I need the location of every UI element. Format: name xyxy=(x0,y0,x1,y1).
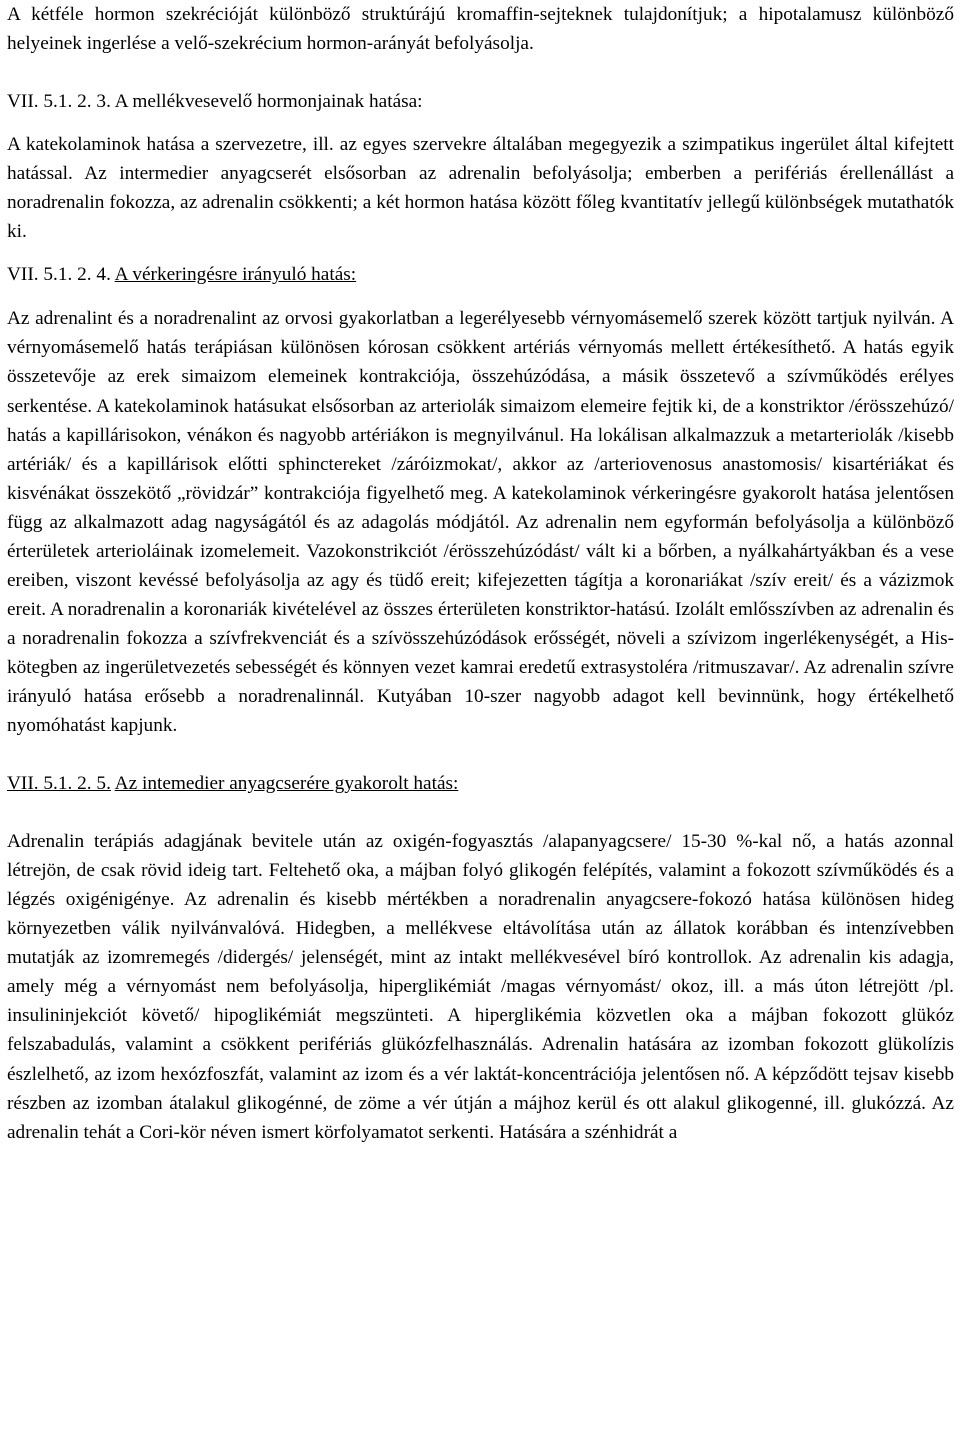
section-number: VII. 5.1. 2. 4. xyxy=(7,264,111,286)
section-title: A vérkeringésre irányuló hatás: xyxy=(114,264,357,286)
section-body-3: A katekolaminok hatása a szervezetre, ill. az egyes szervekre általában megegyezik a szimpatikus ingerület által kifejtett hatással. Az intermedier anyagcserét elsősorban az adrenalin befolyásolja; emberben a perifériás érellenállást a noradrenalin fokozza, az adrenalin csökkenti; a két hormon hatása között főleg kvantitatív jellegű különbségek mutathatók ki. xyxy=(7,134,954,243)
section-title: A mellékvesevelő hormonjainak hatása: xyxy=(114,91,423,113)
intro-paragraph: A kétféle hormon szekrécióját különböző struktúrájú kromaffin-sejteknek tulajdonítjuk; a hipotalamusz különböző helyeinek ingerlése a velő-szekrécium hormon-arányát befolyásolja. xyxy=(7,4,954,55)
section-title: Az intemedier anyagcserére gyakorolt hatás: xyxy=(114,773,459,795)
document-page xyxy=(7,0,954,1147)
section-body-5: Adrenalin terápiás adagjának bevitele után az oxigén-fogyasztás /alapanyagcsere/ 15-30 %-kal nő, a hatás azonnal létrejön, de csak rövid ideig tart. Feltehető oka, a májban folyó glikogén felépítés, valamint a fokozott szívműködés és a légzés oxigénigénye. Az adrenalin és kisebb mértékben a noradrenalin anyagcsere-fokozó hatása különösen hideg környezetben válik nyilvánvalóvá. Hidegben, a mellékvese eltávolítása után az állatok korábban és intenzívebben mutatják az izomremegés /didergés/ jelenségét, mint az intakt mellékvesével bíró kontrollok. Az adrenalin kis adagja, amely még a vérnyomást nem befolyásolja, hiperglikémiát /magas vérnyomást/ okoz, ill. a más úton létrejött /pl. insulininjekciót követő/ hipoglikémiát megszünteti. A hiperglikémia közvetlen oka a májban fokozott glükóz felszabadulás, valamint a csökkent perifériás glükózfelhasználás. Adrenalin hatására az izomban fokozott glükolízis észlelhető, az izom hexózfoszfát, valamint az izom és a vér laktát-koncentrációja jelentősen nő. A képződött tejsav kisebb részben az izomban átalakul glikogénné, de zöme a vér útján a májhoz kerül és ott alakul glikogenné, ill. glukózzá. Az adrenalin tehát a Cori-kör néven ismert körfolyamatot serkenti. Hatására a szénhidrát a xyxy=(7,831,954,1143)
section-body-4: Az adrenalint és a noradrenalint az orvosi gyakorlatban a legerélyesebb vérnyomásemelő szerek között tartjuk nyilván. A vérnyomásemelő hatás terápiásan különösen kórosan csökkent artériás vérnyomás mellett értékesíthető. A hatás egyik összetevője az erek simaizom elemeinek kontrakciója, összehúzódása, a másik összetevő a szívműködés erélyes serkentése. A katekolaminok hatásukat elsősorban az arteriolák simaizom elemeire fejtik ki, de a konstriktor /érösszehúzó/ hatás a kapillárisokon, vénákon és nagyobb artériákon is megnyilvánul. Ha lokálisan alkalmazzuk a metarteriolák /kisebb artériák/ és a kapillárisok előtti sphinctereket /záróizmokat/, akkor az /arteriovenosus anastomosis/ kisartériákat és kisvénákat összekötő „rövidzár” kontrakciója figyelhető meg. A katekolaminok vérkeringésre gyakorolt hatása jelentősen függ az alkalmazott adag nagyságától és az adagolás módjától. Az adrenalin nem egyformán befolyásolja a különböző érterületek arterioláinak izomelemeit. Vazokonstrikciót /érösszehúzódást/ vált ki a bőrben, a nyálkahártyákban és a vese ereiben, viszont kevéssé befolyásolja az agy és tüdő ereit; kifejezetten tágítja a koronariákat /szív ereit/ és a vázizmok ereit. A noradrenalin a koronariák kivételével az összes érterületen konstriktor-hatású. Izolált emlősszívben az adrenalin és a noradrenalin fokozza a szívfrekvenciát és a szívösszehúzódások erősségét, növeli a szívizom ingerlékenységét, a His-kötegben az ingerületvezetés sebességét és könnyen vezet kamrai eredetű extrasystoléra /ritmuszavar/. Az adrenalin szívre irányuló hatása erősebb a noradrenalinnál. Kutyában 10-szer nagyobb adagot kell bevinnünk, hogy értékelhető nyomóhatást kapjunk. xyxy=(7,308,954,737)
section-heading-5 xyxy=(7,769,954,798)
section-heading-4 xyxy=(7,260,954,289)
section-number: VII. 5.1. 2. 3. xyxy=(7,91,111,113)
section-number: VII. 5.1. 2. 5. xyxy=(7,773,111,795)
section-heading-3 xyxy=(7,87,954,116)
